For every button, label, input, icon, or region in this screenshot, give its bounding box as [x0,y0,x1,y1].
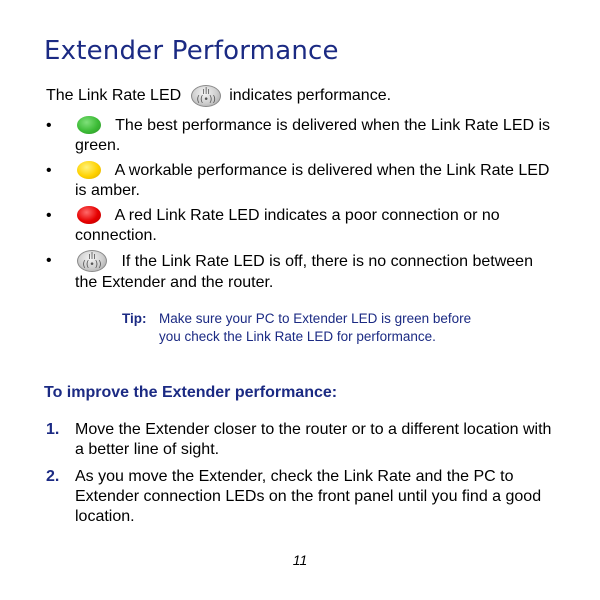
tip-note [122,310,482,346]
page-number: 11 [292,552,308,568]
list-item [46,206,556,246]
list-item [46,116,556,156]
intro-text-after: indicates performance. [229,87,392,104]
bullet-dot: • [46,117,52,134]
list-item [46,251,556,293]
intro-text-before: The Link Rate LED [46,87,182,104]
link-rate-led-icon: ılı ((•)) [191,85,221,107]
step-number: 2. [46,468,60,485]
green-led-icon [77,116,101,134]
bullet-text: If the Link Rate LED is off, there is no connection between the Extender and the router. [75,253,533,291]
step-item [46,467,556,527]
section-heading: To improve the Extender performance: [44,384,338,401]
step-number: 1. [46,421,60,438]
step-item [46,420,556,460]
tip-label: Tip: [122,311,147,326]
bullet-text: A workable performance is delivered when the Link Rate LED is amber. [75,162,550,199]
step-text: As you move the Extender, check the Link Rate and the PC to Extender connection LEDs on the front panel until you find a good location. [75,468,542,525]
bullet-dot: • [46,252,52,269]
bullet-text: The best performance is delivered when the Link Rate LED is green. [75,117,551,154]
led-status-list [46,116,556,298]
off-led-icon: ılı ((•)) [77,250,107,272]
amber-led-icon [77,161,101,179]
improvement-steps [46,420,556,534]
red-led-icon [77,206,101,224]
bullet-dot: • [46,207,52,224]
intro-paragraph [46,85,391,107]
bullet-text: A red Link Rate LED indicates a poor connection or no connection. [75,207,500,244]
bullet-dot: • [46,162,52,179]
list-item [46,161,556,201]
step-text: Move the Extender closer to the router or to a different location with a better line of sight. [75,421,552,458]
tip-text: Make sure your PC to Extender LED is green before you check the Link Rate LED for performance. [159,311,472,344]
page-title: Extender Performance [44,36,339,66]
